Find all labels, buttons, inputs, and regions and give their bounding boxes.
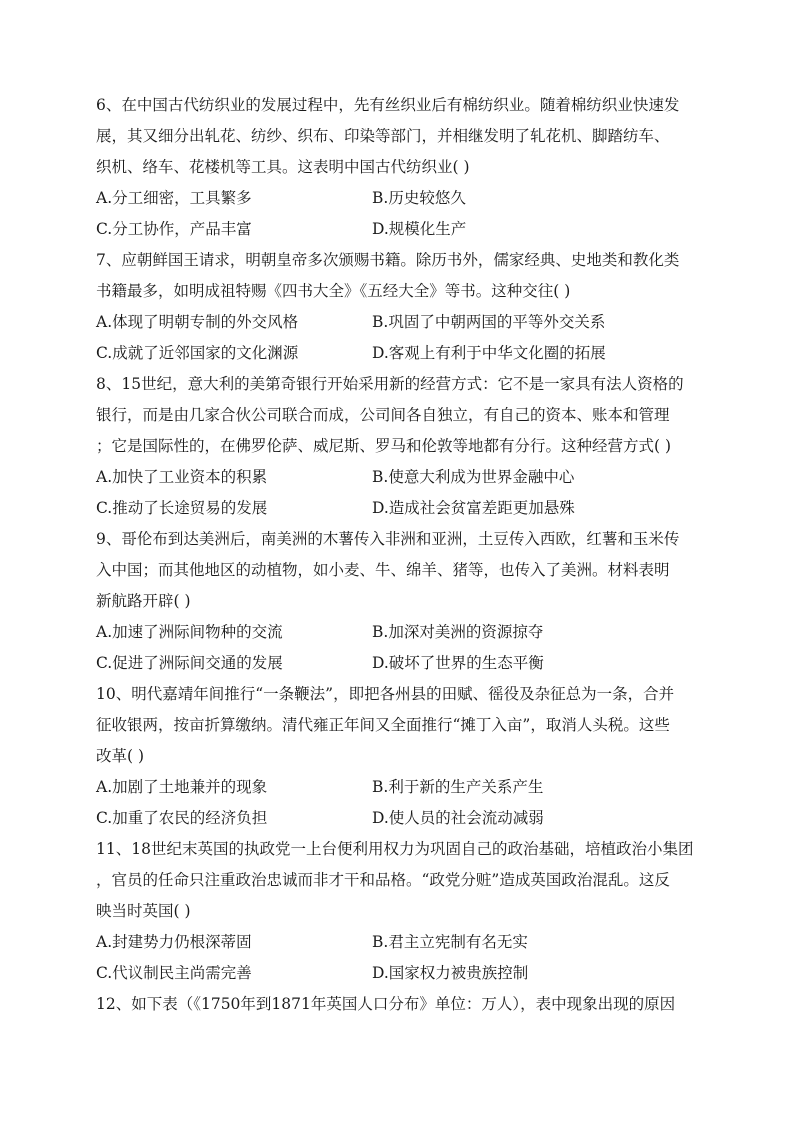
option-d[interactable]: D.客观上有利于中华文化圈的拓展 xyxy=(372,344,606,362)
option-b[interactable]: B.历史较悠久 xyxy=(372,189,466,207)
question-line: 入中国；而其他地区的动植物，如小麦、牛、绵羊、猪等，也传入了美洲。材料表明 xyxy=(96,561,670,579)
option-d[interactable]: D.规模化生产 xyxy=(372,220,467,238)
question-line: 11、18世纪末英国的执政党一上台便利用权力为巩固自己的政治基础，培植政治小集团 xyxy=(96,840,694,858)
question-line: ，官员的任命只注重政治忠诚而非才干和品格。“政党分赃”造成英国政治混乱。这反 xyxy=(96,871,670,889)
question-line: 改革( ) xyxy=(96,747,145,765)
option-d[interactable]: D.破坏了世界的生态平衡 xyxy=(372,654,544,672)
question-line: 8、15世纪，意大利的美第奇银行开始采用新的经营方式：它不是一家具有法人资格的 xyxy=(96,375,684,393)
question-line: 10、明代嘉靖年间推行“一条鞭法”，即把各州县的田赋、徭役及杂征总为一条，合并 xyxy=(96,685,675,703)
question-line: ；它是国际性的，在佛罗伦萨、威尼斯、罗马和伦敦等地都有分行。这种经营方式( ) xyxy=(96,437,672,455)
option-a[interactable]: A.体现了明朝专制的外交风格 xyxy=(96,313,299,331)
question-line: 6、在中国古代纺织业的发展过程中，先有丝织业后有棉纺织业。随着棉纺织业快速发 xyxy=(96,96,680,114)
option-c[interactable]: C.推动了长途贸易的发展 xyxy=(96,499,268,517)
question-8-stem xyxy=(96,369,701,462)
question-line: 织机、络车、花楼机等工具。这表明中国古代纺织业( ) xyxy=(96,158,470,176)
question-10-stem xyxy=(96,679,701,772)
option-d[interactable]: D.国家权力被贵族控制 xyxy=(372,964,529,982)
question-9-stem xyxy=(96,524,701,617)
option-a[interactable]: A.加剧了土地兼并的现象 xyxy=(96,778,268,796)
question-line: 征收银两，按亩折算缴纳。清代雍正年间又全面推行“摊丁入亩”，取消人头税。这些 xyxy=(96,716,670,734)
option-d[interactable]: D.使人员的社会流动减弱 xyxy=(372,809,544,827)
question-line: 7、应朝鲜国王请求，明朝皇帝多次颁赐书籍。除历书外，儒家经典、史地类和教化类 xyxy=(96,251,680,269)
question-line: 映当时英国( ) xyxy=(96,902,191,920)
question-6-stem xyxy=(96,90,701,183)
option-c[interactable]: C.代议制民主尚需完善 xyxy=(96,964,252,982)
option-b[interactable]: B.加深对美洲的资源掠夺 xyxy=(372,623,544,641)
option-a[interactable]: A.封建势力仍根深蒂固 xyxy=(96,933,252,951)
option-b[interactable]: B.君主立宪制有名无实 xyxy=(372,933,528,951)
question-7-stem xyxy=(96,245,701,307)
option-b[interactable]: B.利于新的生产关系产生 xyxy=(372,778,544,796)
option-a[interactable]: A.分工细密，工具繁多 xyxy=(96,189,252,207)
question-line: 12、如下表（《1750年到1871年英国人口分布》单位：万人），表中现象出现的原因 xyxy=(96,995,676,1013)
option-c[interactable]: C.成就了近邻国家的文化渊源 xyxy=(96,344,299,362)
question-11-stem xyxy=(96,834,701,927)
option-a[interactable]: A.加速了洲际间物种的交流 xyxy=(96,623,283,641)
option-b[interactable]: B.巩固了中朝两国的平等外交关系 xyxy=(372,313,606,331)
option-c[interactable]: C.促进了洲际间交通的发展 xyxy=(96,654,283,672)
question-line: 展，其又细分出轧花、纺纱、织布、印染等部门，并相继发明了轧花机、脚踏纺车、 xyxy=(96,127,670,145)
option-c[interactable]: C.分工协作，产品丰富 xyxy=(96,220,252,238)
question-line: 9、哥伦布到达美洲后，南美洲的木薯传入非洲和亚洲，土豆传入西欧，红薯和玉米传 xyxy=(96,530,680,548)
question-line: 银行，而是由几家合伙公司联合而成，公司间各自独立，有自己的资本、账本和管理 xyxy=(96,406,670,424)
option-c[interactable]: C.加重了农民的经济负担 xyxy=(96,809,268,827)
option-d[interactable]: D.造成社会贫富差距更加悬殊 xyxy=(372,499,575,517)
option-b[interactable]: B.使意大利成为世界金融中心 xyxy=(372,468,575,486)
option-a[interactable]: A.加快了工业资本的积累 xyxy=(96,468,268,486)
question-line: 书籍最多，如明成祖特赐《四书大全》《五经大全》等书。这种交往( ) xyxy=(96,282,571,300)
question-12-stem xyxy=(96,989,701,1020)
question-line: 新航路开辟( ) xyxy=(96,592,191,610)
